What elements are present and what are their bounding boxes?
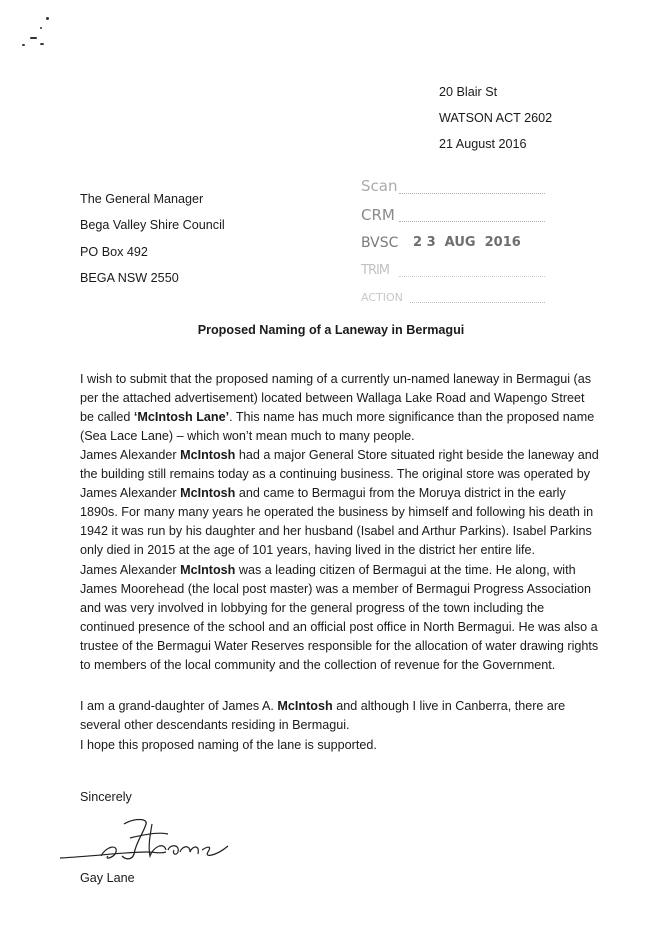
letter-title: Proposed Naming of a Laneway in Bermagui xyxy=(197,323,465,337)
recipient-line-4: BEGA NSW 2550 xyxy=(80,271,179,285)
paragraph-text: and came to Bermagui from the Moruya district in the early 1890s. For many many years he operated the business by himself and following his death in 1942 it was run by his daughter and her husband (Isabel and Arthur Parkins). Isabel Parkins only died in 2015 at the age of 101 years, having lived in the district her entire life. xyxy=(80,486,594,557)
paragraph-text: James Alexander xyxy=(80,563,181,577)
scan-speck xyxy=(30,37,37,39)
signature xyxy=(56,812,246,872)
paragraph-text: and although I live in Canberra, there are several other descendants residing in Bermagui. xyxy=(80,699,566,732)
sender-city: WATSON ACT 2602 xyxy=(439,111,553,125)
recipient-line-1: The General Manager xyxy=(80,192,204,206)
body-paragraph-2 xyxy=(80,446,600,560)
lane-name-emphasis: ‘McIntosh Lane’ xyxy=(133,410,230,424)
surname-emphasis: McIntosh xyxy=(180,486,236,500)
stamp-crm-label: CRM xyxy=(361,206,395,224)
surname-emphasis: McIntosh xyxy=(180,563,236,577)
stamp-office-label: BVSC xyxy=(361,235,399,251)
paragraph-text: James Alexander xyxy=(80,448,181,462)
paragraph-text: was a leading citizen of Bermagui at the time. He along, with James Moorehead (the local post master) was a member of Bermagui Progress Association and was very involved in lobbying for the general progress of the town including the continued presence of the school and an official post office in North Bermagui. He was also a trustee of the Bermagui Water Reserves responsible for the allocation of water drawing rights to members of the local community and the collection of revenue for the Government. xyxy=(80,563,599,672)
paragraph-text: I am a grand-daughter of James A. xyxy=(80,699,278,713)
stamp-trim-line xyxy=(399,276,545,277)
surname-emphasis: McIntosh xyxy=(180,448,236,462)
stamp-scan-label: Scan xyxy=(361,177,398,195)
paragraph-text: had a major General Store situated right beside the laneway and the building still remains today as a continuing business. The original store was operated by James Alexander xyxy=(80,448,599,500)
body-paragraph-4 xyxy=(80,697,600,735)
scan-speck xyxy=(40,27,42,29)
signature-text xyxy=(0,0,1,1)
scan-speck xyxy=(22,44,25,46)
surname-emphasis: McIntosh xyxy=(277,699,333,713)
sender-street: 20 Blair St xyxy=(439,85,498,99)
stamp-crm-line xyxy=(399,221,545,222)
signatory-name: Gay Lane xyxy=(80,871,135,885)
paragraph-text: I wish to submit that the proposed naming of a currently un-named laneway in Bermagui (as per the attached advertisement) located between Wallaga Lake Road and Wapengo Street be called xyxy=(80,372,592,424)
stamp-action-line xyxy=(410,302,545,303)
paragraph-text: . This name has much more significance than the proposed name (Sea Lace Lane) – which won’t mean much to many people. xyxy=(80,410,595,443)
scan-speck xyxy=(46,17,49,20)
paragraph-text: I hope this proposed naming of the lane is supported. xyxy=(80,738,377,752)
body-paragraph-3 xyxy=(80,561,600,675)
recipient-line-2: Bega Valley Shire Council xyxy=(80,218,225,232)
body-paragraph-5 xyxy=(80,736,600,755)
stamp-scan-line xyxy=(399,193,545,194)
letter-date: 21 August 2016 xyxy=(439,137,527,151)
body-paragraph-1 xyxy=(80,370,600,446)
stamp-received-date: 2 3 AUG 2016 xyxy=(413,235,521,250)
scan-speck xyxy=(40,43,44,45)
stamp-action-label: ACTION xyxy=(361,291,403,304)
closing: Sincerely xyxy=(80,790,132,804)
recipient-line-3: PO Box 492 xyxy=(80,245,148,259)
stamp-trim-label: TRIM xyxy=(361,263,390,278)
